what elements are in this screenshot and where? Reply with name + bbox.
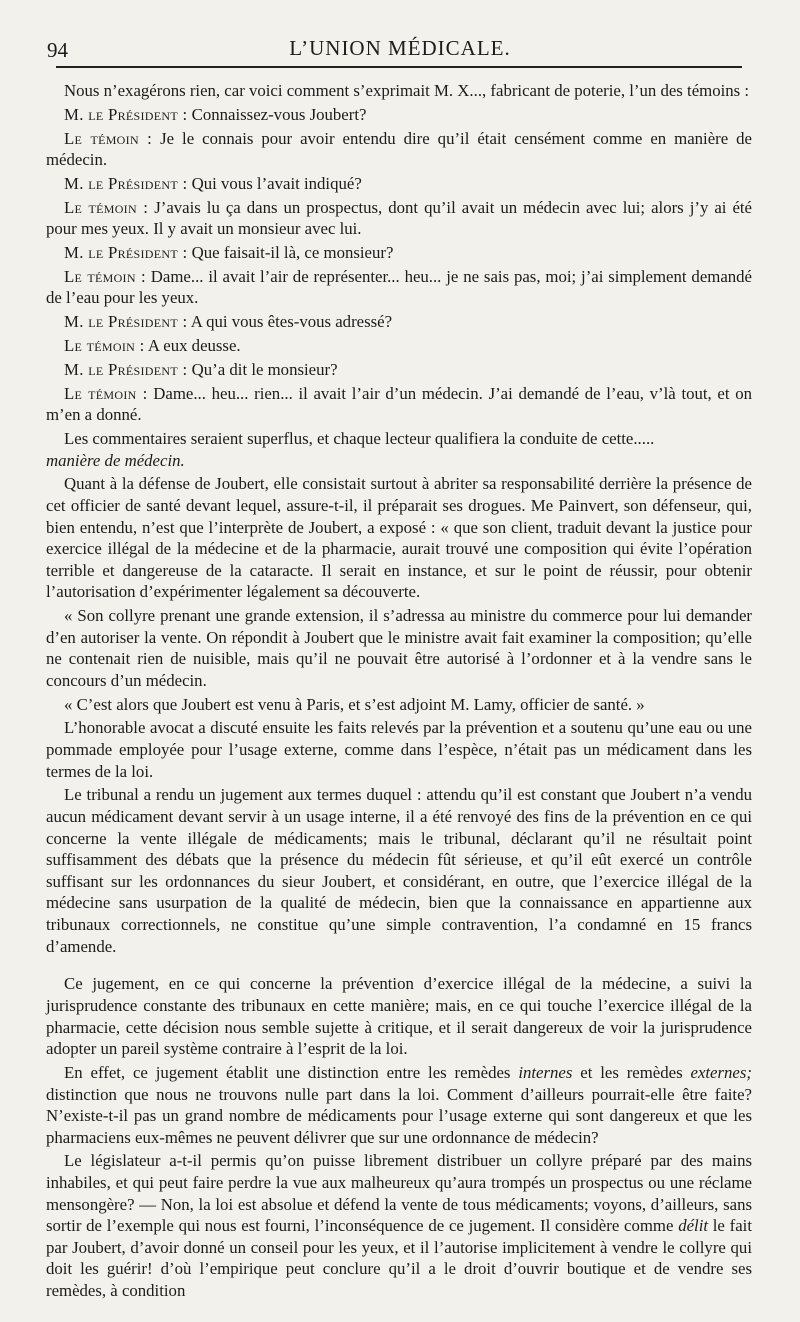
dialogue-line	[46, 335, 752, 357]
speaker: M. le Président :	[64, 312, 188, 332]
text-run: et les remèdes	[572, 1062, 691, 1082]
speaker: M. le Président :	[64, 359, 188, 379]
utterance: Qu’a dit le monsieur?	[187, 359, 338, 379]
commentary-italic: manière de médecin.	[46, 450, 185, 470]
speaker: Le témoin :	[64, 197, 149, 217]
utterance: Je le connais pour avoir entendu dire qu’il était censément comme en manière de médecin.	[46, 128, 753, 170]
speaker: Le témoin :	[64, 383, 148, 403]
utterance: Connaissez-vous Joubert?	[187, 104, 367, 124]
jurisprudence-paragraph: Ce jugement, en ce qui concerne la prévention d’exercice illégal de la médecine, a suivi la jurisprudence constante des tribunaux en cette manière; mais, en ce qui touche l’exercice illégal de la pharmacie, cette décision nous semble sujette à critique, et il serait dangereux de voir la jurisprudence adopter un pareil système contraire à l’esprit de la loi.	[46, 974, 752, 1059]
effet-paragraph	[46, 1062, 752, 1148]
text-run: le fait par Joubert, d’avoir donné un conseil pour les yeux, et il l’autorise implicitement à vendre le collyre qui doit les guérir! d’où l’empirique peut conclure qu’il a le droit d’ouvrir boutique et de vendre ses remèdes, à condition	[46, 1216, 752, 1301]
dialogue-line	[46, 242, 752, 264]
commentary-paragraph	[46, 428, 752, 471]
speaker: Le témoin :	[64, 336, 145, 356]
utterance: Que faisait-il là, ce monsieur?	[187, 243, 394, 263]
italic-run: externes;	[690, 1062, 752, 1082]
tribunal-paragraph: Le tribunal a rendu un jugement aux termes duquel : attendu qu’il est constant que Joubert n’a vendu aucun médicament devant servir à un usage interne, il a été renvoyé des fins de la prévention en ce qui concerne la vente illégale de médicaments; mais le tribunal, déclarant qu’il ne résultait point suffisamment des débats que la présence du médecin fût sérieuse, et qu’il eût exercé un contrôle suffisant sur les ordonnances du sieur Joubert, et considérant, en outre, que l’exercice illégal de la médecine sans usurpation de la qualité de médecin, bien que la connaissance en appartienne aux tribunaux correctionnels, ne constitue qu’une simple contravention, l’a condamné en 15 francs d’amende.	[46, 785, 752, 956]
dialogue-line	[46, 173, 752, 195]
text-run: distinction que nous ne trouvons nulle part dans la loi. Comment d’ailleurs pourrait-elle être faite? N’existe-t-il pas un grand nombre de médicaments pour l’usage externe qui sont dangereux et que les pharmaciens eux-mêmes ne peuvent délivrer que sur une ordonnance de médecin?	[46, 1084, 752, 1147]
dialogue-line	[46, 128, 752, 171]
speaker: M. le Président :	[64, 104, 188, 124]
avocat-paragraph: L’honorable avocat a discuté ensuite les faits relevés par la prévention et a soutenu qu’une eau ou une pommade employée pour l’usage externe, comme dans l’espèce, n’était pas un médicament dans les termes de la loi.	[46, 718, 752, 781]
utterance: J’avais lu ça dans un prospectus, dont qu’il avait un médecin avec lui; alors j’y ai été pour mes yeux. Il y avait un monsieur avec lui.	[46, 197, 753, 239]
dialogue-line	[46, 311, 752, 333]
speaker: M. le Président :	[64, 243, 188, 263]
journal-title: L’UNION MÉDICALE.	[289, 36, 511, 60]
speaker: Le témoin :	[64, 128, 153, 148]
article-body	[46, 80, 752, 1304]
page-header	[0, 30, 800, 70]
collyre-paragraph: « Son collyre prenant une grande extension, il s’adressa au ministre du commerce pour lui demander d’en autoriser la vente. On répondit à Joubert que le ministre avait fait examiner la composition; qu’elle ne contenait rien de nuisible, mais qu’il ne pouvait être autorisé à l’ordonner et à la vendre sans le concours d’un médecin.	[46, 606, 752, 690]
section-gap	[46, 959, 752, 973]
utterance: A eux deusse.	[144, 336, 241, 356]
utterance: Dame... heu... rien... il avait l’air d’un médecin. J’ai demandé de l’eau, v’là tout, et on m’en a donné.	[46, 383, 753, 425]
dialogue-line	[46, 359, 752, 381]
utterance: Dame... il avait l’air de représenter... heu... je ne sais pas, moi; j’ai simplement demandé de l’eau pour les yeux.	[46, 266, 752, 308]
text-run: En effet, ce jugement établit une distinction entre les remèdes	[64, 1062, 519, 1082]
italic-run: délit	[678, 1216, 709, 1236]
utterance: A qui vous êtes-vous adressé?	[187, 312, 393, 332]
commentary-text: Les commentaires seraient superflus, et chaque lecteur qualifiera la conduite de cette.....	[64, 428, 655, 448]
dialogue-line	[46, 383, 752, 426]
italic-run: internes	[518, 1062, 573, 1082]
lamy-paragraph: « C’est alors que Joubert est venu à Paris, et s’est adjoint M. Lamy, officier de santé. »	[64, 694, 645, 714]
dialogue-line	[46, 104, 752, 126]
dialogue-line	[46, 266, 752, 309]
utterance: Qui vous l’avait indiqué?	[187, 173, 362, 193]
legislateur-paragraph	[46, 1150, 752, 1301]
defense-paragraph: Quant à la défense de Joubert, elle consistait surtout à abriter sa responsabilité derrière la présence de cet officier de santé devant lequel, assure-t-il, il préparait ses drogues. Me Painvert, son défenseur, qui, bien entendu, n’est que l’interprète de Joubert, a exposé : « que son client, traduit devant la justice pour exercice illégal de la médecine et de la pharmacie, aurait trouvé une composition qui évite l’opération terrible et dangereuse de la cataracte. Il serait en instance, et sur le point de réussir, pour obtenir l’autorisation d’expérimenter légalement sa découverte.	[46, 474, 752, 602]
text-run: Le législateur a-t-il permis qu’on puisse librement distribuer un collyre préparé par des mains inhabiles, et qui peut faire perdre la vue aux malheureux qu’aura trompés un prospectus ou une réclame mensongère? — Non, la loi est absolue et défend la vente de tous médicaments; voyons, d’ailleurs, sans sortir de l’exemple qui nous est fourni, l’inconséquence de ce jugement. Il considère comme	[46, 1151, 752, 1236]
dialogue-line	[46, 197, 752, 240]
header-rule	[56, 66, 742, 68]
speaker: Le témoin :	[64, 266, 146, 286]
intro-paragraph: Nous n’exagérons rien, car voici comment s’exprimait M. X..., fabricant de poterie, l’un des témoins :	[64, 81, 750, 100]
speaker: M. le Président :	[64, 173, 188, 193]
page-number: 94	[47, 38, 68, 62]
